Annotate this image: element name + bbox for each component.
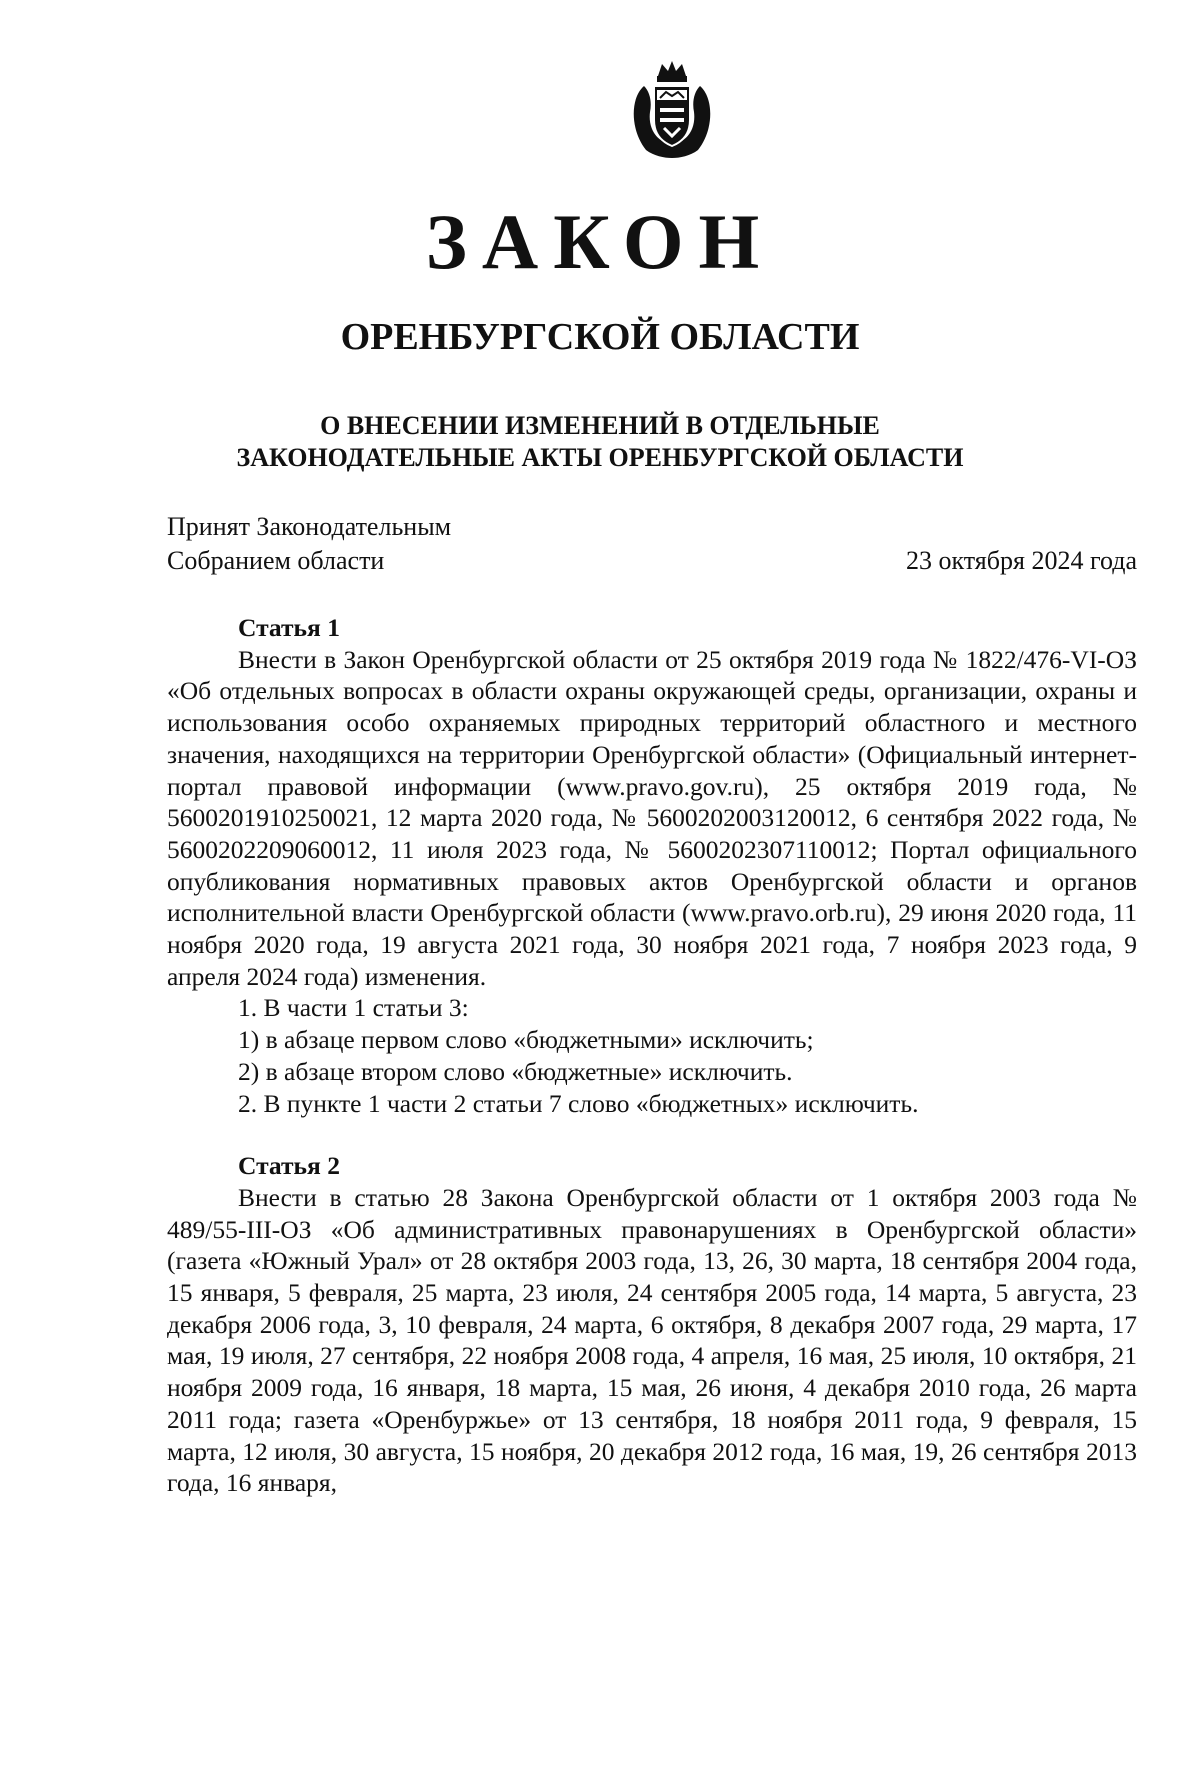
adoption-block <box>167 510 1137 578</box>
article-1-heading: Статья 1 <box>238 613 340 642</box>
article-1-text: Внести в Закон Оренбургской области от 25 октября 2019 года № 1822/476-VI-ОЗ «Об отдельных вопросах в области охраны окружающей среды, организации, охраны и использования особо охраняемых природных территорий областного и местного значения, находящихся на территории Оренбургской области» (Официальный интернет-портал правовой информации (www.pravo.gov.ru), 25 октября 2019 года, № 5600201910250021, 12 марта 2020 года, № 5600202003120012, 6 сентября 2022 года, № 5600202209060012, 11 июля 2023 года, № 5600202307110012; Портал официального опубликования нормативных правовых актов Оренбургской области и органов исполнительной власти Оренбургской области (www.pravo.orb.ru), 29 июня 2020 года, 11 ноября 2020 года, 19 августа 2021 года, 30 ноября 2021 года, 7 ноября 2023 года, 9 апреля 2024 года) изменения. <box>167 644 1137 991</box>
adoption-line-1: Принят Законодательным <box>167 512 452 541</box>
law-body <box>167 612 1137 1499</box>
article-1-item: 2. В пункте 1 части 2 статьи 7 слово «бюджетных» исключить. <box>238 1088 919 1118</box>
subtitle-line-2: ЗАКОНОДАТЕЛЬНЫЕ АКТЫ ОРЕНБУРГСКОЙ ОБЛАСТИ <box>236 443 964 472</box>
law-title: ЗАКОН <box>425 198 775 285</box>
adoption-date: 23 октября 2024 года <box>906 546 1137 575</box>
article-2-heading: Статья 2 <box>238 1151 340 1181</box>
article-2-text: Внести в статью 28 Закона Оренбургской области от 1 октября 2003 года № 489/55-III-ОЗ «Об административных правонарушениях в Оренбургской области» (газета «Южный Урал» от 28 октября 2003 года, 13, 26, 30 марта, 18 сентября 2004 года, 15 января, 5 февраля, 25 марта, 23 июля, 24 сентября 2005 года, 14 марта, 5 августа, 23 декабря 2006 года, 3, 10 февраля, 24 марта, 6 октября, 8 декабря 2007 года, 29 марта, 17 мая, 19 июля, 27 сентября, 22 ноября 2008 года, 4 апреля, 16 мая, 25 июля, 10 октября, 21 ноября 2009 года, 16 января, 18 марта, 15 мая, 26 июня, 4 декабря 2010 года, 26 марта 2011 года; газета «Оренбуржье» от 13 сентября, 18 ноября 2011 года, 9 февраля, 15 марта, 12 июля, 30 августа, 15 ноября, 20 декабря 2012 года, 16 мая, 19, 26 сентября 2013 года, 16 января, <box>167 1182 1137 1498</box>
section-spacer <box>167 1119 1137 1150</box>
region-title: ОРЕНБУРГСКОЙ ОБЛАСТИ <box>340 316 860 358</box>
law-subtitle <box>0 410 1200 474</box>
article-1-item: 2) в абзаце втором слово «бюджетные» исключить. <box>238 1056 793 1086</box>
article-1-item: 1) в абзаце первом слово «бюджетными» исключить; <box>238 1025 814 1055</box>
subtitle-line-1: О ВНЕСЕНИИ ИЗМЕНЕНИЙ В ОТДЕЛЬНЫЕ <box>320 411 880 440</box>
article-1-item: 1. В части 1 статьи 3: <box>238 993 469 1023</box>
adoption-line-2: Собранием области <box>167 546 385 575</box>
coat-of-arms-emblem <box>624 58 720 162</box>
